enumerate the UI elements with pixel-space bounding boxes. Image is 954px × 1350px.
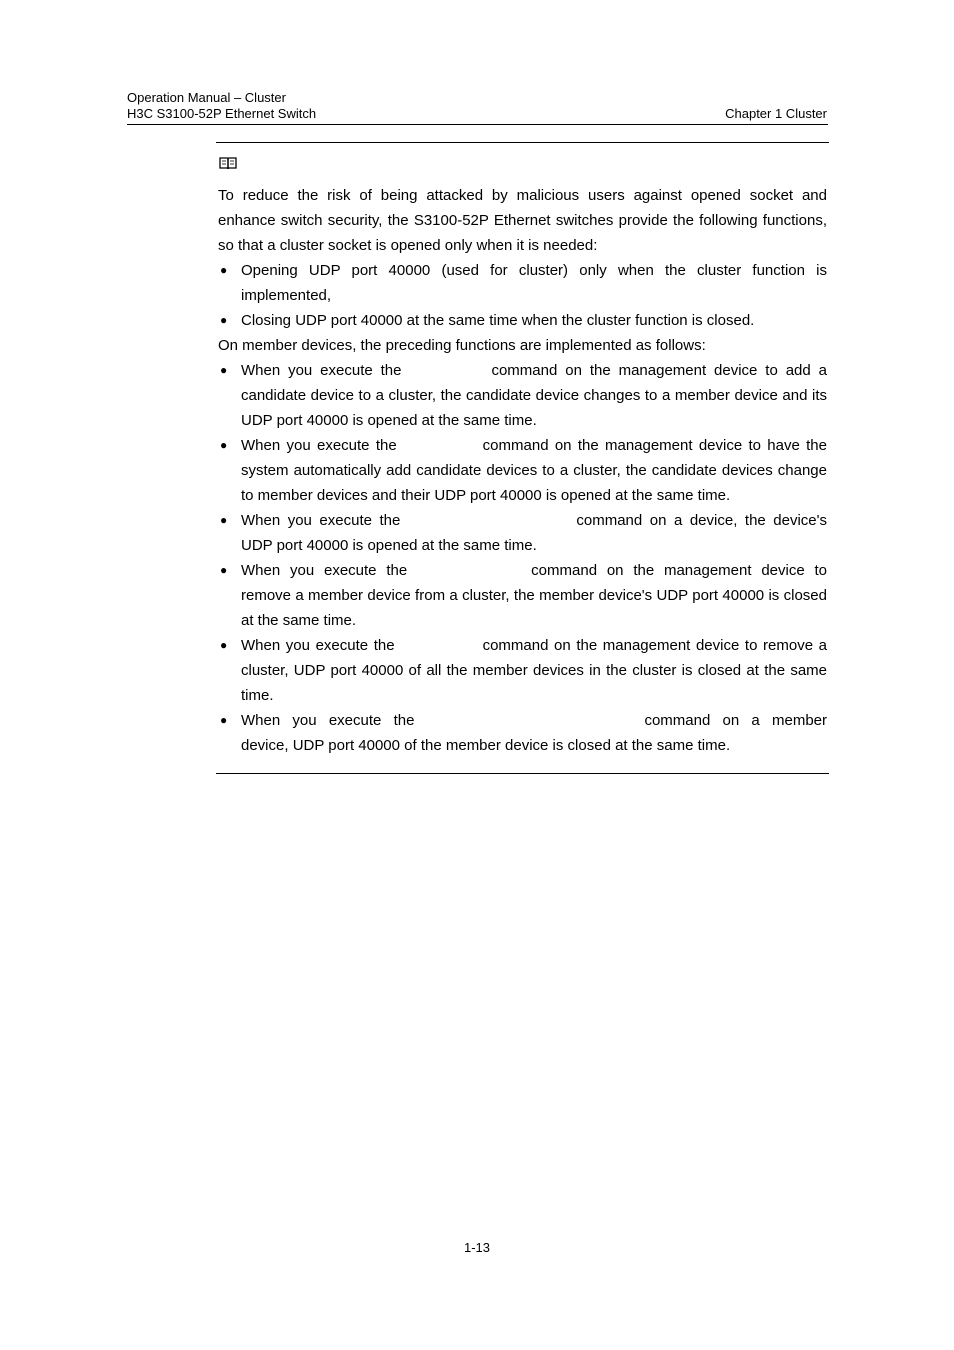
list-item-post: command on the management device to remove a cluster, UDP port 40000 of all the member devices in the cluster is closed at the same time. [241,637,827,704]
note-middle: On member devices, the preceding functions are implemented as follows: [218,337,706,354]
list-item [218,358,827,433]
note-bottom-rule [216,773,829,774]
list-item [218,708,827,758]
list-item-text: Opening UDP port 40000 (used for cluster) only when the cluster function is implemented, [241,262,827,304]
list-item [218,508,827,558]
header-title-line1: Operation Manual – Cluster [127,90,286,105]
list-item-post: command on the management device to add a candidate device to a cluster, the candidate device changes to a member device and its UDP port 40000 is opened at the same time. [241,362,827,429]
page-number: 1-13 [463,1240,491,1255]
book-icon [219,156,237,170]
list-item-pre: When you execute the [241,437,397,454]
list-item [218,558,827,633]
list-item-text: Closing UDP port 40000 at the same time when the cluster function is closed. [241,312,755,329]
header-manual-title [127,90,316,122]
list-item [218,258,827,308]
list-item [218,433,827,508]
list-item-post: command on a device, the device's UDP port 40000 is opened at the same time. [241,512,828,554]
list-item [218,633,827,708]
bullet-icon: ● [220,713,228,727]
note-content [218,183,827,758]
bullet-icon: ● [220,563,228,577]
header-divider [127,124,828,125]
header-chapter: Chapter 1 Cluster [725,106,827,121]
list-item-pre: When you execute the [241,562,408,579]
list-item-post: command on a member device, UDP port 40000 of the member device is closed at the same time. [241,712,828,754]
note-top-rule [216,142,829,143]
list-item-pre: When you execute the [241,362,402,379]
bullet-icon: ● [220,638,228,652]
list-item-pre: When you execute the [241,637,395,654]
bullet-icon: ● [220,313,228,327]
list-item-pre: When you execute the [241,512,401,529]
bullet-icon: ● [220,363,228,377]
list-item-post: command on the management device to have the system automatically add candidate devices to a cluster, the candidate devices change to member devices and their UDP port 40000 is opened at the same time. [241,437,827,504]
list-item [218,308,827,333]
bullet-icon: ● [220,263,228,277]
list-item-pre: When you execute the [241,712,415,729]
function-list [218,258,827,333]
note-intro: To reduce the risk of being attacked by malicious users against opened socket and enhance switch security, the S3100-52P Ethernet switches provide the following functions, so that a cluster socket is opened only when it is needed: [218,187,827,254]
header-title-line2: H3C S3100-52P Ethernet Switch [127,106,317,121]
member-device-list [218,358,827,758]
bullet-icon: ● [220,513,228,527]
list-item-post: command on the management device to remove a member device from a cluster, the member device's UDP port 40000 is closed at the same time. [241,562,828,629]
bullet-icon: ● [220,438,228,452]
